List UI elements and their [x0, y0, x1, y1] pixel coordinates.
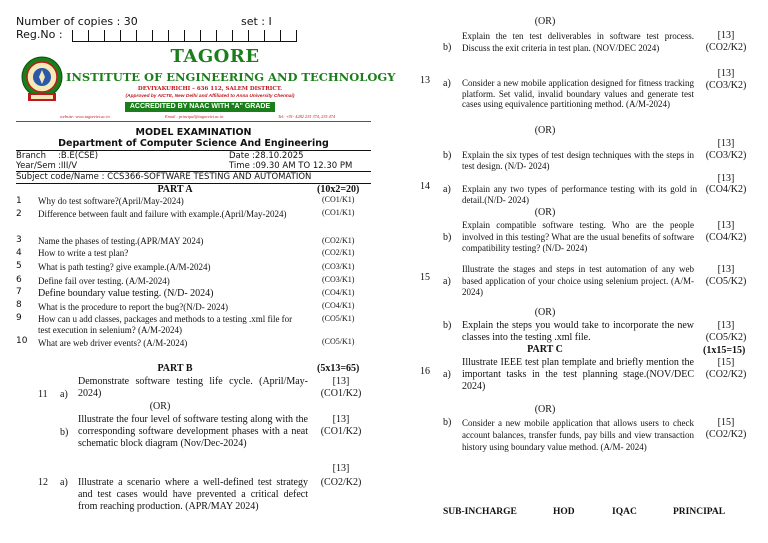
subject-line: Subject code/Name : CCS366-SOFTWARE TESTING AND AUTOMATION: [16, 172, 312, 182]
course-outcome: (CO4/K1): [322, 288, 355, 297]
course-outcome: (CO2/K1): [322, 236, 355, 245]
question-text: Explain the ten test deliverables in software test process. Discuss the exit criteria in test plan. (NOV/DEC 2024): [462, 31, 694, 53]
course-outcome: (CO2/K2): [705, 369, 747, 380]
question-marks: [13]: [332, 376, 350, 387]
question-text: How to write a test plan?: [38, 248, 129, 258]
signature-principal: PRINCIPAL: [673, 507, 726, 517]
question-number: 4: [16, 248, 22, 258]
college-telephone: Tel: +91- 4282 235 374, 235 474: [278, 114, 336, 119]
question-number: 1: [16, 196, 22, 206]
question-number: 16: [420, 366, 430, 377]
college-name-sub: INSTITUTE OF ENGINEERING AND TECHNOLOGY: [66, 70, 396, 84]
signature-iqac: IQAC: [612, 507, 637, 517]
copies-label: Number of copies : 30: [16, 15, 138, 28]
course-outcome: (CO1/K2): [320, 426, 362, 437]
course-outcome: (CO4/K2): [705, 232, 747, 243]
or-separator: (OR): [534, 125, 556, 136]
course-outcome: (CO1/K1): [322, 195, 355, 204]
course-outcome: (CO3/K1): [322, 262, 355, 271]
question-number: 3: [16, 235, 22, 245]
question-sub-label: a): [443, 78, 451, 89]
question-number: 7: [16, 287, 22, 297]
question-text: Why do test software?(April/May-2024): [38, 196, 184, 206]
question-sub-label: a): [60, 389, 68, 400]
question-text: Consider a new mobile application designed for fitness tracking platform. Set valid, invalid boundary values and generate test cases using equivalence partitioning method. (A/M-2024): [462, 78, 694, 109]
question-number: 10: [16, 336, 28, 346]
question-sub-label: b): [443, 417, 452, 428]
course-outcome: (CO5/K2): [705, 276, 747, 287]
question-marks: [13]: [717, 220, 735, 231]
set-label: set : I: [241, 15, 272, 28]
question-text: What is path testing? give example.(A/M-2024): [38, 262, 211, 272]
question-sub-label: a): [60, 477, 68, 488]
question-number: 9: [16, 313, 22, 323]
yearsem-label: Year/Sem: [16, 161, 56, 171]
question-text: Define fail over testing. (A/M-2024): [38, 276, 170, 286]
question-marks: [13]: [717, 68, 735, 79]
naac-accreditation-badge: ACCREDITED BY NAAC WITH "A" GRADE: [125, 102, 275, 112]
or-separator: (OR): [534, 207, 556, 218]
part-c-marks: (1x15=15): [703, 345, 746, 356]
college-website: website: www.tagoreiet.ac.in: [60, 114, 110, 119]
exam-time: Time :09.30 AM TO 12.30 PM: [229, 161, 353, 171]
question-sub-label: b): [443, 232, 452, 243]
question-sub-label: b): [60, 427, 69, 438]
question-text: What is the procedure to report the bug?(N/D- 2024): [38, 302, 228, 312]
question-text: Difference between fault and failure with example.(April/May-2024): [38, 209, 287, 219]
branch-value: :B.E(CSE): [58, 151, 99, 161]
course-outcome: (CO5/K2): [705, 332, 747, 343]
college-address: DEVIYAKURICHI – 636 112, SALEM DISTRICT.: [137, 86, 283, 92]
question-text: Demonstrate software testing life cycle. (April/May-2024): [78, 376, 308, 399]
part-b-marks: (5x13=65): [317, 363, 360, 374]
regno-label: Reg.No :: [16, 28, 63, 41]
question-marks: [13]: [332, 463, 350, 474]
course-outcome: (CO3/K2): [705, 80, 747, 91]
course-outcome: (CO4/K1): [322, 301, 355, 310]
part-c-title: PART C: [527, 344, 563, 355]
part-a-title: PART A: [157, 184, 193, 195]
question-text: Name the phases of testing.(APR/MAY 2024): [38, 236, 204, 246]
question-text: Illustrate a scenario where a well-defined test strategy and test cases would have prevented a critical defect from reaching production. (APR/MAY 2024): [78, 477, 308, 512]
or-separator: (OR): [149, 401, 171, 412]
question-sub-label: b): [443, 42, 452, 53]
course-outcome: (CO4/K2): [705, 184, 747, 195]
question-number: 13: [420, 75, 430, 86]
question-text: Define boundary value testing. (N/D- 2024): [38, 288, 214, 299]
college-name-main: TAGORE: [170, 46, 260, 67]
question-sub-label: a): [443, 184, 451, 195]
question-number: 15: [420, 272, 430, 283]
question-marks: [13]: [332, 414, 350, 425]
question-marks: [13]: [717, 264, 735, 275]
question-text: Explain the steps you would take to incorporate the new classes into the testing .xml file.: [462, 320, 694, 343]
question-sub-label: a): [443, 369, 451, 380]
question-text: How can u add classes, packages and methods to a testing .xml file for test execution in selenium? (A/M-2024): [38, 314, 293, 335]
question-marks: [15]: [717, 417, 735, 428]
college-emblem-icon: [20, 55, 64, 103]
signature-hod: HOD: [553, 507, 575, 517]
question-number: 11: [38, 389, 48, 400]
question-text: Consider a new mobile application that allows users to check account balances, transfer funds, pay bills and view transaction history using boundary value method. (A/M- 2024): [462, 418, 694, 452]
question-marks: [15]: [717, 357, 735, 368]
or-separator: (OR): [534, 16, 556, 27]
course-outcome: (CO2/K2): [705, 429, 747, 440]
part-b-title: PART B: [157, 363, 193, 374]
course-outcome: (CO3/K1): [322, 275, 355, 284]
or-separator: (OR): [534, 404, 556, 415]
question-marks: [13]: [717, 173, 735, 184]
question-sub-label: b): [443, 150, 452, 161]
question-sub-label: a): [443, 276, 451, 287]
question-number: 5: [16, 261, 22, 271]
header-divider: [16, 121, 371, 122]
signature-sub-incharge: SUB-INCHARGE: [443, 507, 517, 517]
department-name: Department of Computer Science And Engineering: [58, 138, 329, 149]
exam-date: Date :28.10.2025: [229, 151, 304, 161]
yearsem-value: :III/V: [58, 161, 78, 171]
course-outcome: (CO2/K2): [320, 477, 362, 488]
question-marks: [13]: [717, 30, 735, 41]
question-sub-label: b): [443, 320, 452, 331]
question-number: 8: [16, 300, 22, 310]
question-text: Explain any two types of performance testing with its gold in detail.(N/D- 2024): [462, 184, 697, 205]
branch-label: Branch: [16, 151, 46, 161]
course-outcome: (CO5/K1): [322, 337, 355, 346]
question-number: 12: [38, 477, 48, 488]
course-outcome: (CO1/K2): [320, 388, 362, 399]
regno-boxes: [72, 29, 297, 42]
question-number: 2: [16, 209, 22, 219]
question-text: Illustrate the stages and steps in test automation of any web based application of your choice using selenium project. (A/M-2024): [462, 264, 694, 297]
course-outcome: (CO5/K1): [322, 314, 355, 323]
question-marks: [13]: [717, 320, 735, 331]
question-number: 14: [420, 181, 430, 192]
question-marks: [13]: [717, 138, 735, 149]
course-outcome: (CO1/K1): [322, 208, 355, 217]
part-a-marks: (10x2=20): [317, 184, 360, 195]
question-text: Illustrate IEEE test plan template and briefly mention the important tasks in the test planning stage.(NOV/DEC 2024): [462, 357, 694, 392]
question-text: Explain compatible software testing. Who are the people involved in this testing? What are the usual benefits of software compatibility testing? (N/D- 2024): [462, 220, 694, 253]
college-email: Email : principal@tagoreiet.ac.in: [165, 114, 224, 119]
question-text: Illustrate the four level of software testing along with the corresponding software development phases with a neat schematic block diagram (Nov/Dec-2024): [78, 414, 308, 449]
question-number: 6: [16, 275, 22, 285]
exam-title: MODEL EXAMINATION: [135, 127, 252, 138]
course-outcome: (CO2/K1): [322, 248, 355, 257]
course-outcome: (CO3/K2): [705, 150, 747, 161]
question-text: What are web driver events? (A/M-2024): [38, 338, 188, 348]
college-approval: (Approved by AICTE, New Delhi and Affiliated to Anna University Chennai): [125, 94, 295, 99]
course-outcome: (CO2/K2): [705, 42, 747, 53]
or-separator: (OR): [534, 307, 556, 318]
question-text: Explain the six types of test design techniques with the steps in test design. (N/D- 2024): [462, 150, 694, 171]
